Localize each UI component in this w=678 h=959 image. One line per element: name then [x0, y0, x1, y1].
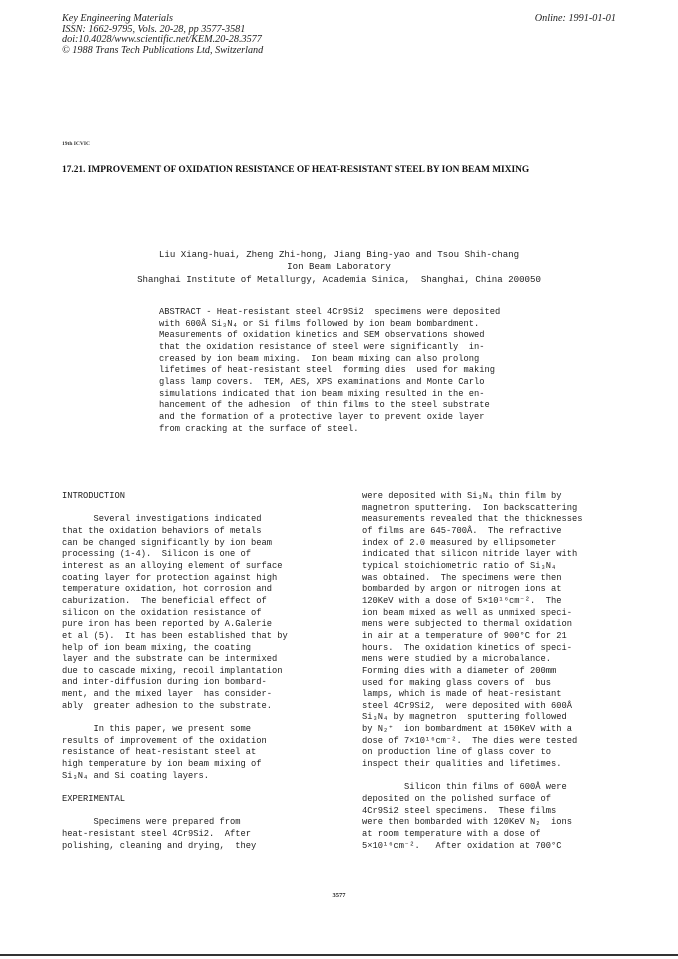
body-line: was obtained. The specimens were then — [362, 572, 562, 583]
abstract-line: creased by ion beam mixing. Ion beam mixing can also prolong — [159, 353, 480, 364]
copyright-line: © 1988 Trans Tech Publications Ltd, Switzerland — [62, 44, 264, 56]
intro-line: results of improvement of the oxidation — [62, 735, 267, 746]
intro-line: caburization. The beneficial effect of — [62, 595, 267, 606]
body-line: dose of 7×10¹⁶cm⁻². The dies were tested — [362, 735, 578, 746]
intro-line: et al (5). It has been established that by — [62, 630, 288, 641]
left-column — [62, 491, 362, 852]
body-line: mens were studied by a microbalance. — [362, 654, 552, 665]
conference-label: 19th ICVIC — [62, 141, 90, 147]
intro-line: Several investigations indicated — [62, 514, 262, 525]
institution-address: Shanghai Institute of Metallurgy, Academia Sinica, Shanghai, China 200050 — [137, 274, 541, 285]
body-line: steel 4Cr9Si2, were deposited with 600Å — [362, 700, 573, 711]
intro-line: Si₃N₄ and Si coating layers. — [62, 770, 210, 781]
body-line: typical stoichiometric ratio of Si₃N₄ — [362, 560, 557, 571]
abstract-line: with 600Å Si₃N₄ or Si films followed by ion beam bombardment. — [159, 318, 480, 329]
abstract-line: hancement of the adhesion of thin films to the steel substrate — [159, 400, 490, 411]
intro-line: pure iron has been reported by A.Galerie — [62, 619, 273, 630]
intro-line: coating layer for protection against high — [62, 572, 278, 583]
right-column — [362, 491, 662, 852]
intro-line: help of ion beam mixing, the coating — [62, 642, 252, 653]
intro-line: can be changed significantly by ion beam — [62, 537, 273, 548]
body-line: Silicon thin films of 600Å were — [362, 782, 567, 793]
paper-title: 17.21. IMPROVEMENT OF OXIDATION RESISTANCE OF HEAT-RESISTANT STEEL BY ION BEAM MIXING — [62, 165, 530, 175]
issn-line: ISSN: 1662-9795, Vols. 20-28, pp 3577-3581 — [62, 23, 246, 35]
body-line: indicated that silicon nitride layer with — [362, 549, 578, 560]
intro-line: temperature oxidation, hot corrosion and — [62, 584, 273, 595]
abstract-line: lifetimes of heat-resistant steel forming dies used for making — [159, 365, 496, 376]
body-line: of films are 645-700Å. The refractive — [362, 525, 562, 536]
intro-line: resistance of heat-resistant steel at — [62, 747, 257, 758]
body-line: deposited on the polished surface of — [362, 794, 552, 805]
body-line: measurements revealed that the thicknesses — [362, 514, 583, 525]
intro-line: high temperature by ion beam mixing of — [62, 759, 262, 770]
intro-line: silicon on the oxidation resistance of — [62, 607, 262, 618]
intro-line: due to cascade mixing, recoil implantation — [62, 665, 283, 676]
abstract-line: that the oxidation resistance of steel were significantly in- — [159, 341, 485, 352]
body-line: Si₃N₄ by magnetron sputtering followed — [362, 712, 567, 723]
section-heading-introduction: INTRODUCTION — [62, 491, 126, 501]
body-line: on production line of glass cover to — [362, 747, 552, 758]
body-line: 120KeV with a dose of 5×10¹⁶cm⁻². The — [362, 595, 562, 606]
experimental-line: heat-resistant steel 4Cr9Si2. After — [62, 828, 252, 839]
body-line: Forming dies with a diameter of 200mm — [362, 665, 557, 676]
body-line: mens were subjected to thermal oxidation — [362, 619, 573, 630]
experimental-line: Specimens were prepared from — [62, 817, 241, 828]
body-line: inspect their qualities and lifetimes. — [362, 759, 562, 770]
intro-line: processing (1-4). Silicon is one of — [62, 549, 252, 560]
body-line: lamps, which is made of heat-resistant — [362, 689, 562, 700]
online-date: Online: 1991-01-01 — [534, 13, 616, 24]
body-line: were deposited with Si₃N₄ thin film by — [362, 491, 562, 501]
abstract-line: Measurements of oxidation kinetics and SEM observations showed — [159, 330, 485, 341]
body-line: bombarded by argon or nitrogen ions at — [362, 584, 562, 595]
body-line: ion beam mixed as well as unmixed speci- — [362, 607, 573, 618]
body-line: 4Cr9Si2 steel specimens. These films — [362, 805, 557, 816]
intro-line: and inter-diffusion during ion bombard- — [62, 677, 267, 688]
body-line: at room temperature with a dose of — [362, 829, 541, 840]
laboratory-name: Ion Beam Laboratory — [287, 261, 391, 272]
body-line: 5×10¹⁶cm⁻². After oxidation at 700°C — [362, 840, 562, 851]
body-line: were then bombarded with 120KeV N₂ ions — [362, 817, 573, 828]
body-line: index of 2.0 measured by ellipsometer — [362, 537, 557, 548]
body-line: used for making glass covers of bus — [362, 677, 552, 688]
abstract-line: from cracking at the surface of steel. — [159, 423, 359, 434]
intro-line: that the oxidation behaviors of metals — [62, 525, 262, 536]
page-number: 3577 — [332, 892, 346, 899]
intro-line: ment, and the mixed layer has consider- — [62, 689, 273, 700]
abstract-line: simulations indicated that ion beam mixing resulted in the en- — [159, 388, 485, 399]
abstract-line: and the formation of a protective layer to prevent oxide layer — [159, 411, 485, 422]
section-heading-experimental: EXPERIMENTAL — [62, 794, 126, 805]
intro-line: layer and the substrate can be intermixed — [62, 654, 278, 665]
intro-line: ably greater adhesion to the substrate. — [62, 700, 273, 711]
body-line: magnetron sputtering. Ion backscattering — [362, 502, 578, 513]
abstract-block — [159, 307, 579, 435]
intro-line: interest as an alloying element of surface — [62, 560, 283, 571]
intro-line: In this paper, we present some — [62, 724, 252, 735]
body-line: hours. The oxidation kinetics of speci- — [362, 642, 573, 653]
journal-name: Key Engineering Materials — [62, 13, 173, 24]
body-line: by N₂⁺ ion bombardment at 150KeV with a — [362, 724, 573, 735]
bottom-rule — [0, 954, 678, 956]
publication-header — [62, 14, 482, 56]
abstract-line: ABSTRACT - Heat-resistant steel 4Cr9Si2 specimens were deposited — [159, 307, 501, 317]
author-list: Liu Xiang-huai, Zheng Zhi-hong, Jiang Bing-yao and Tsou Shih-chang — [158, 249, 520, 260]
body-line: in air at a temperature of 900°C for 21 — [362, 630, 567, 641]
experimental-line: polishing, cleaning and drying, they — [62, 840, 257, 851]
doi-line[interactable]: doi:10.4028/www.scientific.net/KEM.20-28.3577 — [62, 34, 262, 46]
abstract-line: glass lamp covers. TEM, AES, XPS examinations and Monte Carlo — [159, 376, 485, 387]
